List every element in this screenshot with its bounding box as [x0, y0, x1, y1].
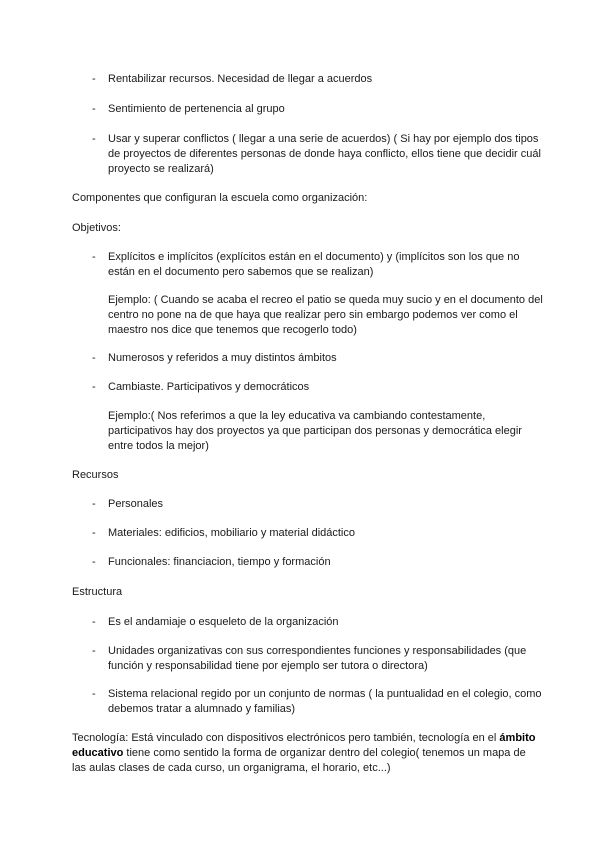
list-bullet: -: [92, 381, 96, 393]
list-item: Usar y superar conflictos ( llegar a una serie de acuerdos) ( Si hay por ejemplo dos tipos de proyectos de diferentes personas de donde haya conflicto, ellos tiene que decidir cuál proyecto se realizará): [108, 133, 541, 175]
example-paragraph: Ejemplo:( Nos referimos a que la ley educativa va cambiando contestamente, participativos hay dos proyectos ya que participan dos personas y democrática elegir entre todos la mejor): [108, 410, 522, 452]
list-item: Sentimiento de pertenencia al grupo: [108, 103, 285, 115]
list-item: Personales: [108, 498, 164, 510]
list-bullet: -: [92, 352, 96, 364]
section-heading-objetivos: Objetivos:: [72, 222, 121, 234]
list-bullet: -: [92, 251, 96, 263]
list-item: Materiales: edificios, mobiliario y material didáctico: [108, 527, 355, 539]
list-item: Explícitos e implícitos (explícitos están en el documento) y (implícitos son los que no están en el documento pero sabemos que se realizan): [108, 251, 520, 278]
tecnologia-paragraph: [72, 731, 542, 776]
section-heading-componentes: Componentes que configuran la escuela como organización:: [72, 192, 368, 204]
list-bullet: -: [92, 688, 96, 700]
list-bullet: -: [92, 645, 96, 657]
list-bullet: -: [92, 133, 96, 145]
list-item: Rentabilizar recursos. Necesidad de llegar a acuerdos: [108, 73, 373, 85]
list-item: Numerosos y referidos a muy distintos ámbitos: [108, 352, 337, 364]
tecnologia-text-start: Tecnología: Está vinculado con dispositivos electrónicos pero también, tecnología en el: [72, 732, 500, 744]
list-item: Cambiaste. Participativos y democráticos: [108, 381, 310, 393]
section-heading-recursos: Recursos: [72, 469, 119, 481]
list-item: Unidades organizativas con sus correspondientes funciones y responsabilidades (que función y responsabilidad tiene por ejemplo ser tutora o directora): [108, 645, 527, 672]
tecnologia-text-end: tiene como sentido la forma de organizar dentro del colegio( tenemos un mapa de las aulas clases de cada curso, un organigrama, el horario, etc...): [72, 747, 526, 774]
section-heading-estructura: Estructura: [72, 586, 123, 598]
list-bullet: -: [92, 616, 96, 628]
tecnologia-bold-term: ámbito educativo: [72, 732, 536, 759]
list-bullet: -: [92, 73, 96, 85]
list-item: Es el andamiaje o esqueleto de la organización: [108, 616, 339, 628]
list-bullet: -: [92, 556, 96, 568]
list-item: Funcionales: financiacion, tiempo y formación: [108, 556, 331, 568]
list-bullet: -: [92, 527, 96, 539]
list-bullet: -: [92, 498, 96, 510]
example-paragraph: Ejemplo: ( Cuando se acaba el recreo el patio se queda muy sucio y en el documento del centro no pone na de que haya que realizar pero sin embargo podemos ver como el maestro nos dice que tenemos que recogerlo todo): [108, 294, 543, 336]
list-item: Sistema relacional regido por un conjunto de normas ( la puntualidad en el colegio, como debemos tratar a alumnado y familias): [108, 688, 542, 715]
list-bullet: -: [92, 103, 96, 115]
